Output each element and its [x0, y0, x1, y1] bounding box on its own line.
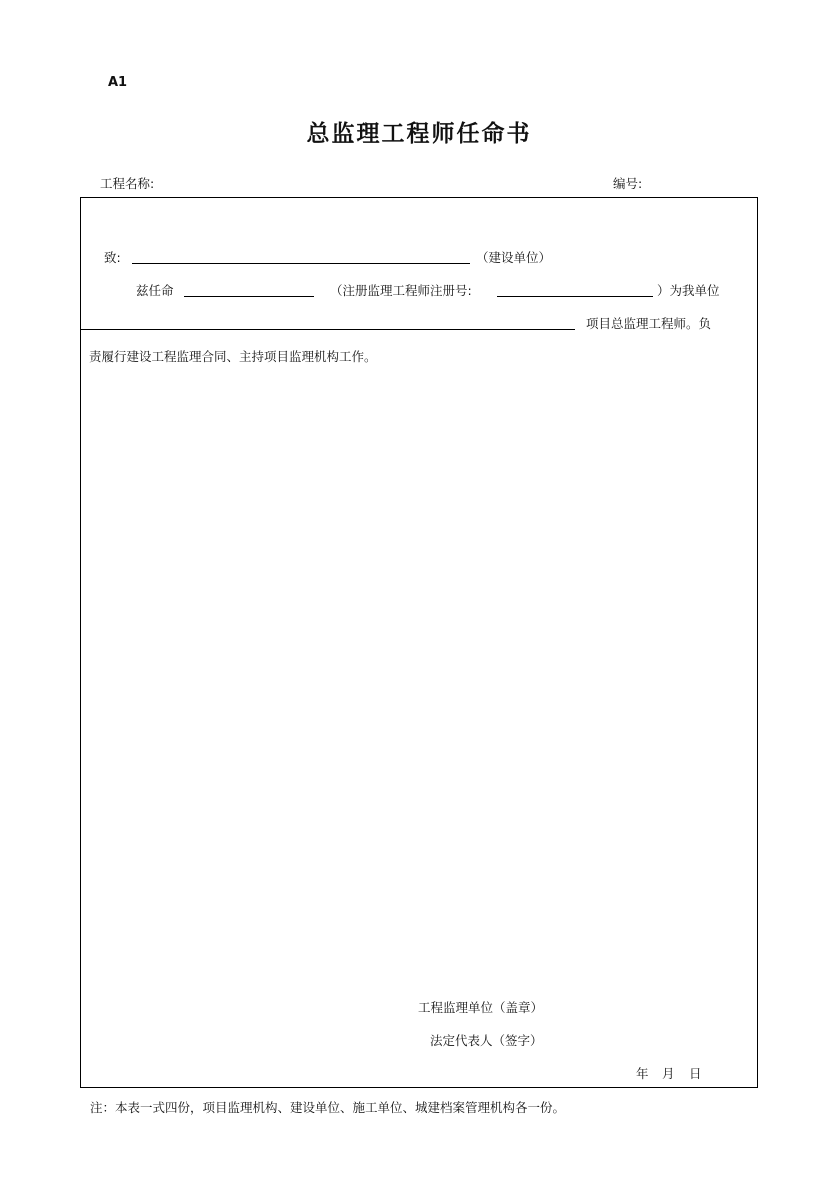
date-month: 月 [662, 1066, 675, 1081]
reg-suffix: ）为我单位 [657, 283, 720, 298]
document-title: 总监理工程师任命书 [306, 120, 532, 147]
reg-number-underline[interactable] [497, 296, 653, 297]
role-text: 项目总监理工程师。负 [586, 316, 712, 331]
to-suffix: （建设单位） [476, 250, 552, 265]
sign-unit-label: 工程监理单位（盖章） [418, 1000, 544, 1015]
form-code: A1 [108, 75, 128, 90]
reg-label: （注册监理工程师注册号: [330, 283, 472, 298]
appointee-underline[interactable] [184, 296, 314, 297]
sign-rep-label: 法定代表人（签字） [430, 1033, 543, 1048]
to-underline[interactable] [132, 263, 470, 264]
to-label: 致: [104, 250, 121, 265]
date-year: 年 [636, 1066, 649, 1081]
number-label: 编号: [613, 176, 643, 191]
project-name-label: 工程名称: [100, 176, 155, 191]
date-day: 日 [689, 1066, 702, 1081]
project-underline[interactable] [81, 329, 575, 330]
appoint-label: 兹任命 [136, 283, 174, 298]
duty-text: 责履行建设工程监理合同、主持项目监理机构工作。 [89, 349, 377, 364]
footnote: 注：本表一式四份，项目监理机构、建设单位、施工单位、城建档案管理机构各一份。 [90, 1100, 566, 1115]
